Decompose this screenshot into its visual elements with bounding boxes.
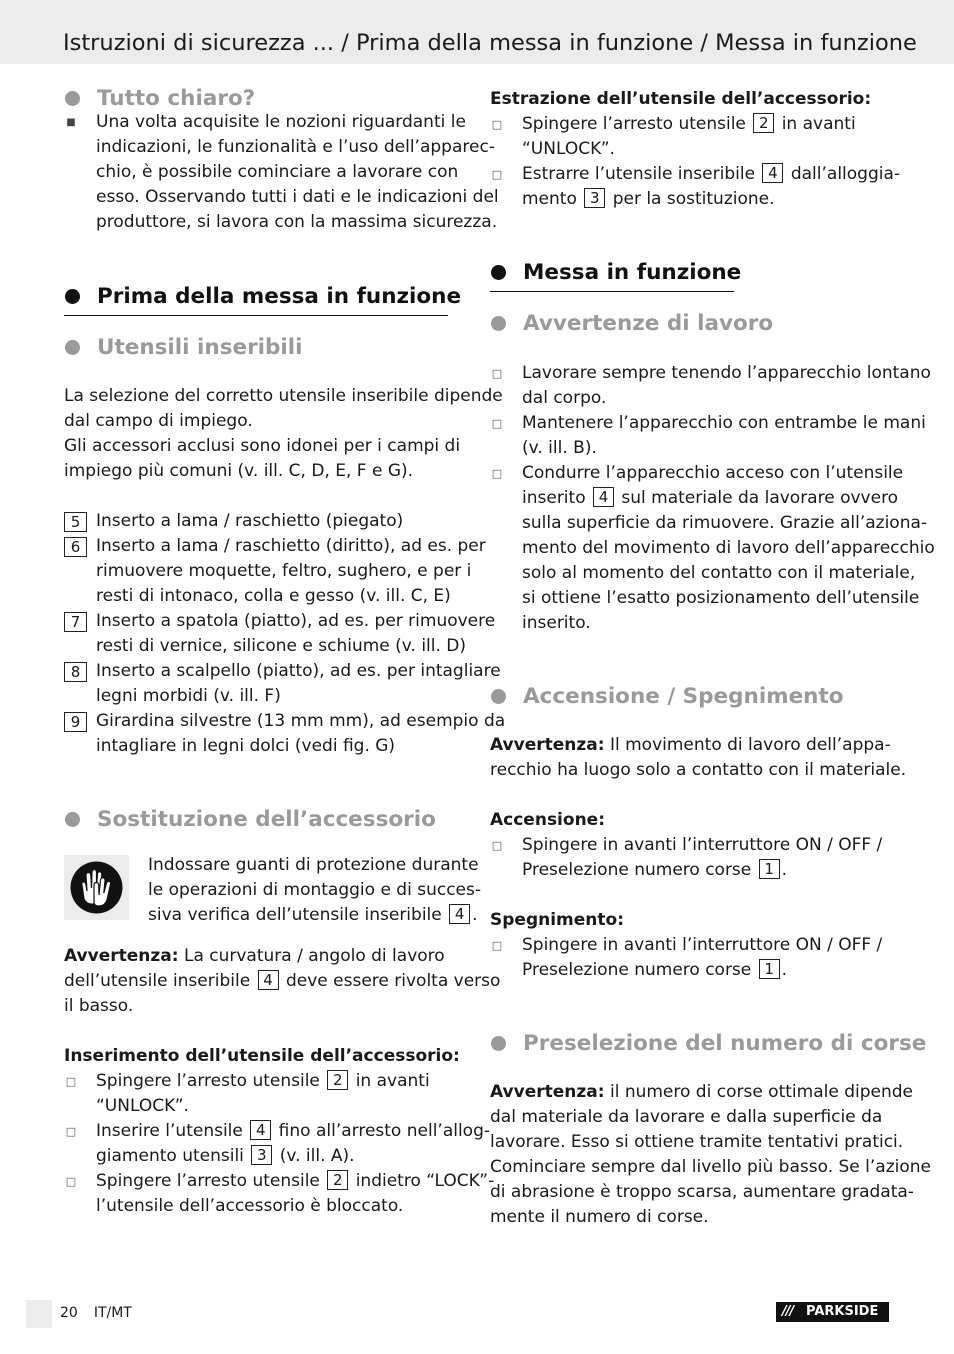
page-number: 20 — [60, 1305, 78, 1321]
spegnimento-heading: Spegnimento: — [490, 910, 624, 930]
bullet-dot-icon — [65, 91, 80, 106]
part-ref: 1 — [759, 859, 780, 879]
checkbox-bullet-icon: □ — [491, 118, 503, 131]
part-number: 7 — [64, 612, 87, 632]
footer-tab — [26, 1300, 52, 1328]
list-item: 9 Girardina silvestre (13 mm mm), ad esempio da intagliare in legni dolci (vedi fig. G) — [64, 709, 464, 759]
bullet-dot-icon — [491, 265, 506, 280]
tutto-list — [64, 110, 499, 235]
list-item: 8 Inserto a scalpello (piatto), ad es. per intagliare legni morbidi (v. ill. F) — [64, 659, 464, 709]
part-ref: 4 — [449, 904, 470, 924]
bullet-dot-icon — [65, 340, 80, 355]
avvertenza-curvatura: Avvertenza: La curvatura / angolo di lavoro dell’utensile inseribile 4 deve essere rivolta verso il basso. — [64, 946, 501, 1016]
part-ref: 2 — [327, 1170, 348, 1190]
bullet-dot-icon — [491, 689, 506, 704]
checkbox-bullet-icon: □ — [491, 939, 503, 952]
bullet-dot-icon — [491, 1036, 506, 1051]
list-item: □ Spingere l’arresto utensile 2 in avanti “UNLOCK”. — [65, 1071, 430, 1116]
estrazione-heading: Estrazione dell’utensile dell’accessorio: — [490, 89, 872, 109]
avvertenze-list — [490, 361, 935, 636]
page-title: Istruzioni di sicurezza ... / Prima della messa in funzione / Messa in funzione — [63, 30, 917, 56]
checkbox-bullet-icon: □ — [491, 417, 503, 430]
bullet-dot-icon — [65, 812, 80, 827]
utensili-intro: La selezione del corretto utensile inseribile dipende dal campo di impiego. Gli accessori acclusi sono idonei per i campi di impiego più comuni (v. ill. C, D, E, F e G). — [64, 386, 503, 481]
part-ref: 2 — [753, 113, 774, 133]
accensione-heading: Accensione: — [490, 810, 605, 830]
list-item: □ Condurre l’apparecchio acceso con l’utensile inserito 4 sul materiale da lavorare ovvero sulla superficie da rimuovere. Grazie all’aziona- mento del movimento di lavoro dell’apparecchio solo al momento del contatto con il materiale, si ottiene l’esatto posizionamento dell’utensile inserito. — [491, 463, 935, 633]
section-heading-sostituzione: Sostituzione dell’accessorio — [64, 805, 464, 835]
list-item: 5 Inserto a lama / raschietto (piegato) — [64, 509, 464, 534]
checkbox-bullet-icon: □ — [65, 1175, 77, 1188]
language-code: IT/MT — [93, 1305, 132, 1321]
section-heading-messa: Messa in funzione — [490, 258, 734, 288]
list-item: 6 Inserto a lama / raschietto (diritto), ad es. per rimuovere moquette, feltro, sughero, e per i resti di intonaco, colla e gesso (v. ill. C, E) — [64, 534, 464, 609]
list-item: □ Estrarre l’utensile inseribile 4 dall’alloggia- mento 3 per la sostituzione. — [491, 164, 901, 209]
square-bullet-icon: ■ — [66, 117, 76, 128]
checkbox-bullet-icon: □ — [491, 168, 503, 181]
estrazione-steps — [490, 112, 901, 212]
part-ref: 3 — [584, 188, 605, 208]
gloves-icon — [64, 855, 129, 920]
checkbox-bullet-icon: □ — [65, 1075, 77, 1088]
section-heading-preselezione: Preselezione del numero di corse — [490, 1029, 890, 1059]
tools-list — [64, 509, 506, 759]
spegnimento-steps — [490, 933, 890, 983]
accensione-steps — [490, 833, 890, 883]
checkbox-bullet-icon: □ — [65, 1125, 77, 1138]
list-item: □ Inserire l’utensile 4 fino all’arresto nell’allog- giamento utensili 3 (v. ill. A). — [65, 1121, 491, 1166]
list-item: 7 Inserto a spatola (piatto), ad es. per rimuovere resti di vernice, silicone e schiume (v. ill. D) — [64, 609, 464, 659]
brand-logo — [776, 1302, 889, 1322]
section-heading-tutto-chiaro: Tutto chiaro? — [64, 84, 464, 114]
part-ref: 4 — [762, 163, 783, 183]
section-heading-accensione: Accensione / Spegnimento — [490, 682, 890, 712]
inserimento-heading: Inserimento dell’utensile dell’accessorio: — [64, 1046, 460, 1066]
section-heading-prima: Prima della messa in funzione — [64, 282, 448, 312]
bullet-dot-icon — [491, 316, 506, 331]
part-ref: 4 — [258, 970, 279, 990]
list-item: □ Spingere l’arresto utensile 2 in avanti “UNLOCK”. — [491, 114, 856, 159]
list-item: □ Spingere l’arresto utensile 2 indietro “LOCK”- l’utensile dell’accessorio è bloccato. — [65, 1171, 495, 1216]
list-item: □ Spingere in avanti l’interruttore ON / OFF / Preselezione numero corse 1 . — [491, 835, 883, 880]
part-number: 9 — [64, 712, 87, 732]
brand-name: PARKSIDE — [806, 1304, 879, 1319]
checkbox-bullet-icon: □ — [491, 839, 503, 852]
part-ref: 4 — [250, 1120, 271, 1140]
part-ref: 3 — [251, 1145, 272, 1165]
brand-mark: /// — [782, 1304, 794, 1319]
heading-underline — [490, 291, 734, 293]
section-heading-avvertenze: Avvertenze di lavoro — [490, 309, 890, 339]
part-number: 5 — [64, 512, 87, 532]
checkbox-bullet-icon: □ — [491, 467, 503, 480]
part-number: 6 — [64, 537, 87, 557]
heading-underline — [64, 315, 448, 317]
list-item: □ Lavorare sempre tenendo l’apparecchio lontano dal corpo. — [491, 363, 931, 408]
list-item: □ Spingere in avanti l’interruttore ON / OFF / Preselezione numero corse 1 . — [491, 935, 883, 980]
left-column — [64, 84, 506, 1219]
part-ref: 4 — [593, 487, 614, 507]
preselezione-note: Avvertenza: il numero di corse ottimale dipende dal materiale da lavorare e dalla superficie da lavorare. Esso si ottiene tramite tentativi pratici. Cominciare sempre dal livello più basso. Se l’azione di abrasione è troppo scarsa, aumentare gradata- mente il numero di corse. — [490, 1082, 931, 1227]
list-item: □ Mantenere l’apparecchio con entrambe le mani (v. ill. B). — [491, 413, 926, 458]
section-heading-utensili: Utensili inseribili — [64, 333, 464, 363]
list-item: ■ Una volta acquisite le nozioni riguardanti le indicazioni, le funzionalità e l’uso dell’apparec- chio, è possibile cominciare a lavorare con esso. Osservando tutti i dati e le indicazioni del produttore, si lavora con la massima sicurezza. — [64, 110, 464, 235]
inserimento-steps — [64, 1069, 495, 1219]
gloves-notice: Indossare guanti di protezione durante le operazioni di montaggio e di succes- siva verifica dell’utensile inseribile 4 . — [64, 853, 464, 928]
part-ref: 1 — [759, 959, 780, 979]
footer-page-info — [60, 1302, 148, 1324]
part-number: 8 — [64, 662, 87, 682]
page-header — [0, 0, 954, 64]
accensione-note: Avvertenza: Il movimento di lavoro dell’appa- recchio ha luogo solo a contatto con il materiale. — [490, 735, 907, 780]
right-column — [490, 84, 935, 1230]
bullet-dot-icon — [65, 289, 80, 304]
part-ref: 2 — [327, 1070, 348, 1090]
checkbox-bullet-icon: □ — [491, 367, 503, 380]
